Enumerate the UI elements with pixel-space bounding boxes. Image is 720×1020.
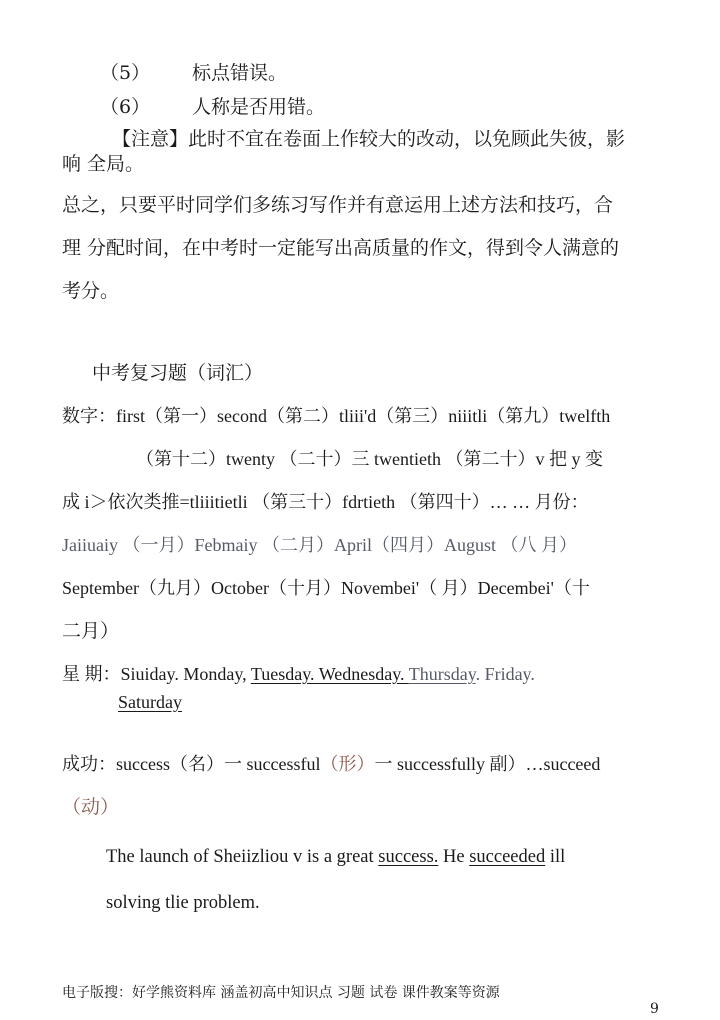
example-sentence-line-2 [106,890,720,916]
numbers-line-2 [136,446,720,472]
months-text: Jaiiuaiy （一月）Febmaiy （二月）April（四月）August （八 月） [62,535,577,555]
weekdays-line-1 [62,661,720,687]
sentence-segment [106,844,565,870]
summary-text: 总之，只要平时同学们多练习写作并有意运用上述方法和技巧，合 [62,194,614,216]
note-line-2 [62,151,720,177]
numbers-line-3 [62,489,720,515]
weekdays-friday: . Friday. [475,664,535,684]
sentence-text: He [438,847,470,867]
sentence-text: ill [545,847,566,867]
success-text: 一 successfully 副）…succeed [374,754,601,774]
note-text: 响 全局。 [62,153,145,175]
list-item-text: 标点错误。 [192,62,288,84]
section-title-text: 中考复习题（词汇） [92,362,264,384]
success-line-2 [62,794,720,820]
weekdays-underlined: Tuesday. Wednesday. [250,664,409,684]
summary-text: 考分。 [62,280,120,302]
summary-line-3 [62,278,720,304]
section-title [92,360,720,386]
sentence-text: solving tlie problem. [106,893,260,913]
note-text: 【注意】此时不宜在卷面上作较大的改动，以免顾此失彼，影 [112,128,626,150]
months-line-1 [62,532,720,558]
months-line-3 [62,618,720,644]
note-line-1 [112,126,658,152]
weekdays-thursday: Thursday [408,664,476,684]
weekdays-line-2 [118,689,720,715]
success-adj: （形） [320,754,375,774]
summary-line-1 [62,192,658,218]
success-verb: （动） [62,796,120,818]
footer-note: 电子版搜：好学熊资料库 涵盖初高中知识点 习题 试卷 课件教案等资源 [62,985,500,1001]
months-text: 二月） [62,620,120,642]
summary-line-2 [62,235,720,261]
list-item-number: （5） [100,62,151,84]
list-item-number: （6） [100,96,151,118]
summary-text: 理 分配时间，在中考时一定能写出高质量的作文，得到令人满意的 [62,237,620,259]
numbers-text: 成 i＞依次类推=tliiitietli （第三十）fdrtieth （第四十）… … 月份： [62,492,589,512]
weekdays-saturday: Saturday [118,692,182,712]
numbers-line-1 [62,403,720,429]
page-number: 9 [650,1001,659,1017]
sentence-text: The launch of Sheiizliou v is a great [106,847,379,867]
weekdays-text: Siuiday. Monday, [120,664,251,684]
example-sentence-line-1 [106,844,658,870]
numbers-text: （第十二）twenty （二十）三 twentieth （第二十）v 把 y 变 [136,449,603,469]
weekdays-label: 星 期： [62,664,121,684]
sentence-success: success. [378,847,439,867]
months-text: September（九月）October（十月）Novembei'（ 月）Decembei'（十 [62,578,590,598]
sentence-succeeded: succeeded [469,847,546,867]
success-line-1 [62,751,720,777]
list-item-text: 人称是否用错。 [192,96,326,118]
numbers-text: 数字：first（第一）second（第二）tliii'd（第三）niiitli（第九）twelfth [62,406,611,426]
success-text: 成功：success（名）一 successful [62,754,321,774]
months-line-2 [62,575,720,601]
